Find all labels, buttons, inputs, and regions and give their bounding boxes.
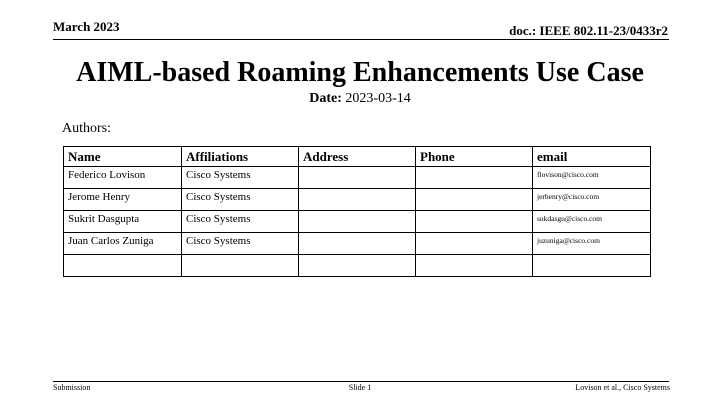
- column-header-affiliations: Affiliations: [182, 147, 299, 167]
- author-address: [299, 189, 416, 211]
- table-row: [64, 233, 651, 255]
- author-affiliation: Cisco Systems: [182, 211, 299, 233]
- author-address: [299, 255, 416, 277]
- footer-divider: [53, 381, 669, 382]
- author-email: [533, 255, 651, 277]
- footer-submission: Submission: [53, 383, 91, 392]
- author-name: [64, 255, 182, 277]
- column-header-phone: Phone: [416, 147, 533, 167]
- header-divider: [53, 39, 669, 40]
- author-phone: [416, 255, 533, 277]
- author-phone: [416, 233, 533, 255]
- author-affiliation: Cisco Systems: [182, 233, 299, 255]
- header-date: March 2023: [53, 19, 120, 34]
- slide-number: Slide 1: [348, 383, 372, 392]
- author-name: Jerome Henry: [64, 189, 182, 211]
- table-row: [64, 189, 651, 211]
- document-id: doc.: IEEE 802.11-23/0433r2: [509, 23, 668, 38]
- authors-label: Authors:: [62, 121, 111, 136]
- author-affiliation: Cisco Systems: [182, 189, 299, 211]
- date-value: 2023-03-14: [345, 91, 411, 106]
- authors-table: [63, 146, 651, 277]
- column-header-name: Name: [64, 147, 182, 167]
- table-header-row: [64, 147, 651, 167]
- date-label: Date:: [309, 91, 342, 106]
- author-email: juzuniga@cisco.com: [533, 233, 651, 255]
- author-name: Juan Carlos Zuniga: [64, 233, 182, 255]
- table-row: [64, 167, 651, 189]
- author-affiliation: Cisco Systems: [182, 167, 299, 189]
- author-address: [299, 211, 416, 233]
- author-email: sukdasgu@cisco.com: [533, 211, 651, 233]
- author-name: Federico Lovison: [64, 167, 182, 189]
- table-row: [64, 255, 651, 277]
- author-email: jerhenry@cisco.com: [533, 189, 651, 211]
- author-email: flovison@cisco.com: [533, 167, 651, 189]
- author-address: [299, 233, 416, 255]
- date-line: [0, 90, 720, 108]
- table-row: [64, 211, 651, 233]
- column-header-email: email: [533, 147, 651, 167]
- author-phone: [416, 211, 533, 233]
- author-affiliation: [182, 255, 299, 277]
- author-phone: [416, 167, 533, 189]
- column-header-address: Address: [299, 147, 416, 167]
- author-address: [299, 167, 416, 189]
- author-name: Sukrit Dasgupta: [64, 211, 182, 233]
- author-phone: [416, 189, 533, 211]
- footer-authors: Lovison et al., Cisco Systems: [575, 383, 670, 392]
- slide-title: AIML-based Roaming Enhancements Use Case: [76, 57, 644, 88]
